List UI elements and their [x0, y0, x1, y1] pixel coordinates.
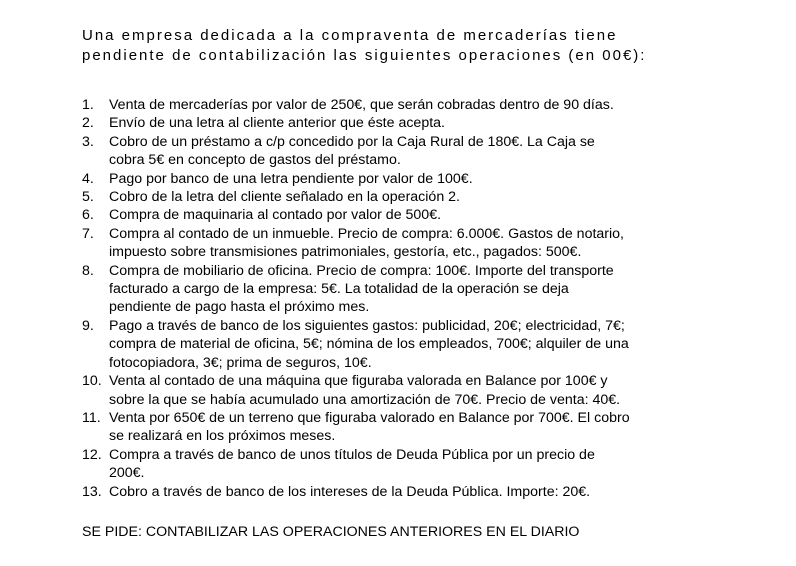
- list-item: [82, 133, 732, 170]
- list-item: [82, 225, 732, 262]
- list-item-number: 1.: [82, 97, 94, 113]
- list-item-text-line: pendiente de pago hasta el próximo mes.: [109, 299, 370, 316]
- list-item: [82, 114, 732, 132]
- list-item-number: 7.: [82, 225, 94, 242]
- list-item-number: 13.: [82, 483, 102, 500]
- list-item-number: 10.: [82, 373, 102, 390]
- list-item: [82, 317, 732, 372]
- list-item: [82, 409, 732, 446]
- list-item-text-line: Envío de una letra al cliente anterior que éste acepta.: [109, 115, 445, 132]
- list-item-number: 3.: [82, 133, 94, 150]
- list-item-number: 4.: [82, 170, 94, 187]
- list-item-text-line: sobre la que se había acumulado una amortización de 70€. Precio de venta: 40€.: [109, 391, 621, 408]
- list-item-text-line: Venta de mercaderías por valor de 250€, que serán cobradas dentro de 90 días.: [109, 97, 614, 113]
- intro-line-1: Una empresa dedicada a la compraventa de mercaderías tiene: [82, 27, 618, 44]
- task-statement: SE PIDE: CONTABILIZAR LAS OPERACIONES ANTERIORES EN EL DIARIO: [82, 523, 580, 540]
- list-item-text-line: Cobro a través de banco de los intereses de la Deuda Pública. Importe: 20€.: [109, 483, 591, 500]
- intro-line-2: pendiente de contabilización las siguientes operaciones (en 00€):: [82, 47, 647, 64]
- list-item-text-line: Compra a través de banco de unos títulos de Deuda Pública por un precio de: [109, 446, 595, 463]
- list-item: [82, 188, 732, 206]
- list-item: [82, 96, 732, 114]
- list-item-text-line: se realizará en los próximos meses.: [109, 428, 336, 445]
- list-item-text-line: Compra al contado de un inmueble. Precio de compra: 6.000€. Gastos de notario,: [109, 225, 624, 242]
- list-item-text-line: facturado a cargo de la empresa: 5€. La totalidad de la operación se deja: [109, 281, 569, 298]
- list-item-text-line: impuesto sobre transmisiones patrimoniales, gestoría, etc., pagados: 500€.: [109, 244, 582, 261]
- list-item-text-line: compra de material de oficina, 5€; nómina de los empleados, 700€; alquiler de una: [109, 336, 629, 353]
- operations-list: [82, 96, 732, 501]
- list-item-number: 2.: [82, 115, 94, 132]
- list-item: [82, 372, 732, 409]
- list-item-number: 9.: [82, 317, 94, 334]
- list-item-text-line: fotocopiadora, 3€; prima de seguros, 10€.: [109, 354, 372, 371]
- list-item-text-line: Venta al contado de una máquina que figuraba valorada en Balance por 100€ y: [109, 373, 608, 390]
- list-item: [82, 262, 732, 317]
- intro-paragraph: [82, 26, 732, 66]
- list-item-text-line: Pago por banco de una letra pendiente por valor de 100€.: [109, 170, 473, 187]
- list-item: [82, 170, 732, 188]
- list-item-text-line: Compra de maquinaria al contado por valor de 500€.: [109, 207, 442, 224]
- list-item-text-line: cobra 5€ en concepto de gastos del préstamo.: [109, 152, 401, 169]
- document-page: [82, 26, 732, 541]
- list-item-number: 8.: [82, 262, 94, 279]
- list-item: [82, 206, 732, 224]
- list-item-text-line: Pago a través de banco de los siguientes gastos: publicidad, 20€; electricidad, 7€;: [109, 317, 625, 334]
- list-item-text-line: Cobro de la letra del cliente señalado en la operación 2.: [109, 189, 460, 206]
- list-item-number: 5.: [82, 189, 94, 206]
- list-item: [82, 483, 732, 501]
- list-item-number: 11.: [82, 409, 101, 426]
- list-item-text-line: 200€.: [109, 465, 145, 482]
- list-item-number: 6.: [82, 207, 94, 224]
- list-item-number: 12.: [82, 446, 102, 463]
- list-item-text-line: Cobro de un préstamo a c/p concedido por la Caja Rural de 180€. La Caja se: [109, 133, 595, 150]
- list-item-text-line: Compra de mobiliario de oficina. Precio de compra: 100€. Importe del transporte: [109, 262, 614, 279]
- list-item: [82, 446, 732, 483]
- list-item-text-line: Venta por 650€ de un terreno que figuraba valorado en Balance por 700€. El cobro: [109, 409, 630, 426]
